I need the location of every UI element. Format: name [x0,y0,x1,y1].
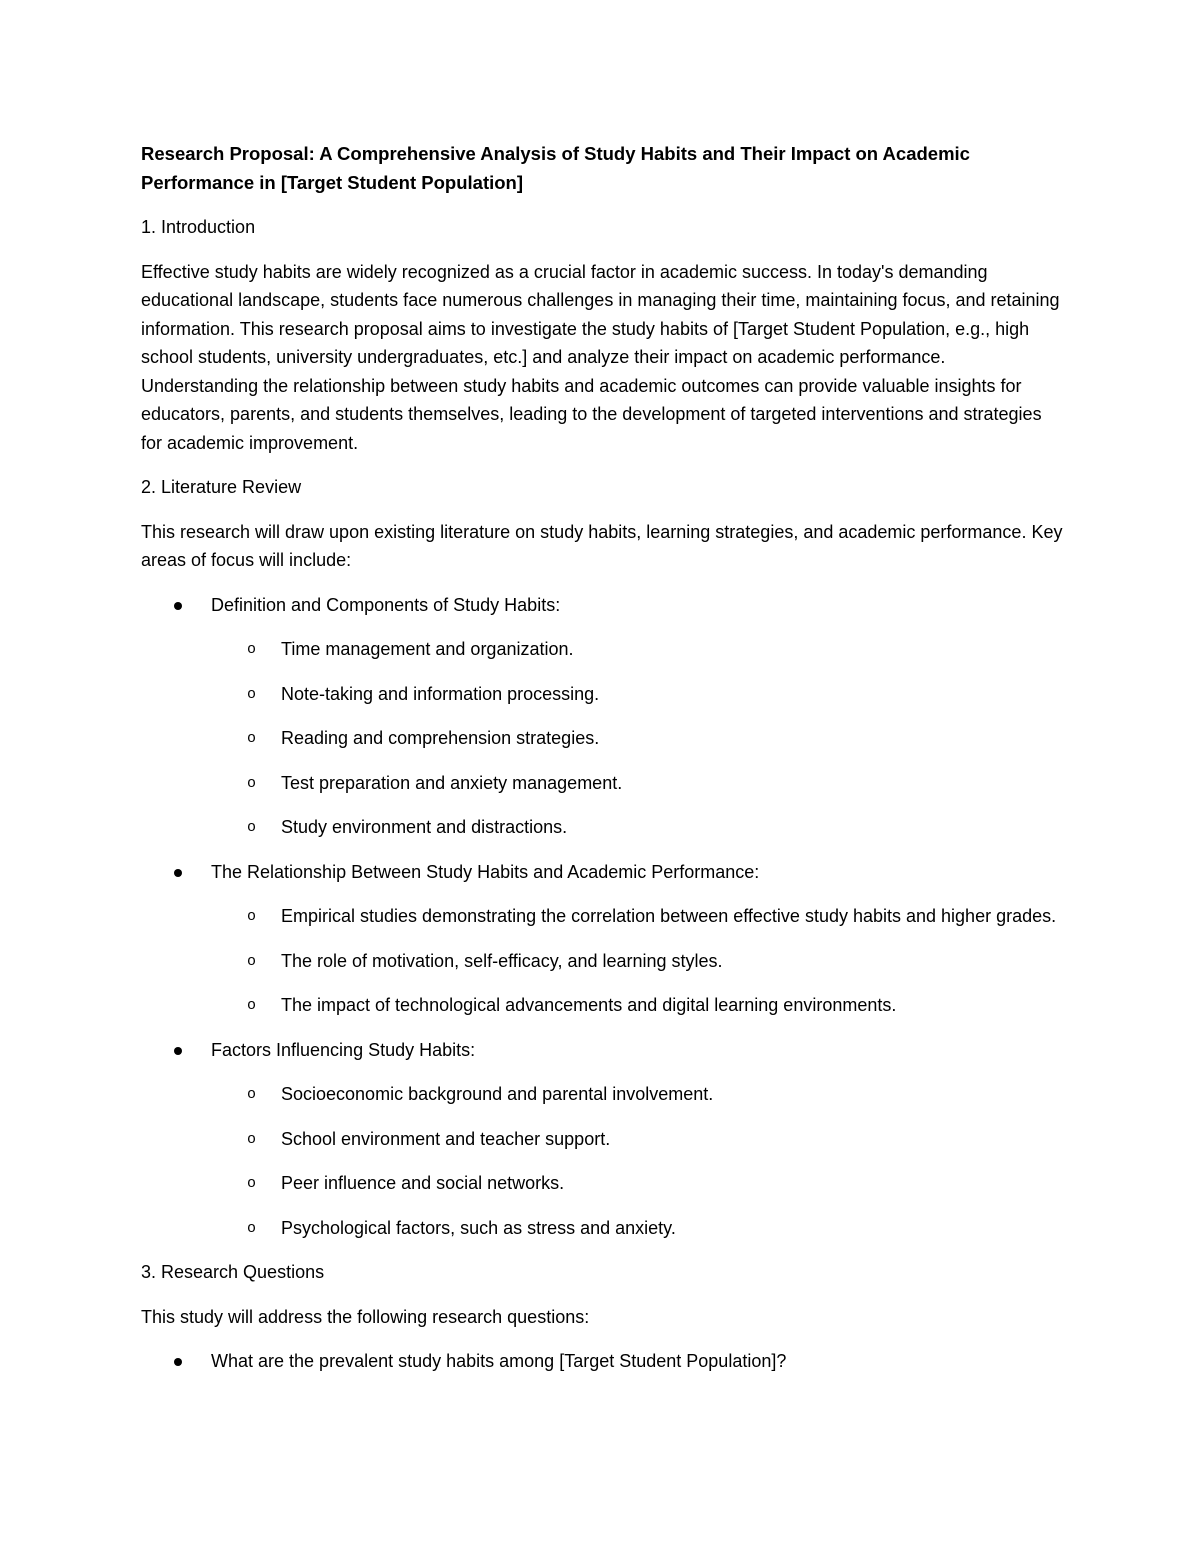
sub-item-text: Empirical studies demonstrating the correlation between effective study habits and higher grades. [281,906,1057,926]
list-item [141,1036,1066,1243]
list-item [211,991,1066,1020]
section-heading-research-questions: 3. Research Questions [141,1262,325,1282]
sub-item-text: Study environment and distractions. [281,817,568,837]
list-item [211,680,1066,709]
list-item [211,813,1066,842]
introduction-paragraph: Effective study habits are widely recognized as a crucial factor in academic success. In today's demanding educational landscape, students face numerous challenges in managing their time, maintaining focus, and retaining information. This research proposal aims to investigate the study habits of [Target Student Population, e.g., high school students, university undergraduates, etc.] and analyze their impact on academic performance. Understanding the relationship between study habits and academic outcomes can provide valuable insights for educators, parents, and students themselves, leading to the development of targeted interventions and strategies for academic improvement. [141,261,1060,453]
sub-item-text: The impact of technological advancements and digital learning environments. [281,995,897,1015]
list-item [211,1080,1066,1109]
sub-item-text: Time management and organization. [281,639,574,659]
research-questions-paragraph: This study will address the following research questions: [141,1306,590,1327]
document-title: Research Proposal: A Comprehensive Analysis of Study Habits and Their Impact on Academic Performance in [Target Student Population] [141,143,970,193]
sub-item-text: Reading and comprehension strategies. [281,728,600,748]
sub-list [211,902,1066,1020]
sub-list [211,1080,1066,1242]
list-item [211,724,1066,753]
list-item [211,635,1066,664]
topic-label: Factors Influencing Study Habits: [211,1039,476,1060]
list-item [211,769,1066,798]
sub-bullet-icon: o [247,908,257,925]
sub-item-text: The role of motivation, self-efficacy, and learning styles. [281,950,723,971]
sub-bullet-icon: o [247,1219,257,1237]
sub-bullet-icon: o [247,685,257,703]
bullet-icon [174,1047,182,1055]
bullet-icon [174,869,182,877]
bullet-icon [174,602,182,610]
literature-topic-list [141,591,1066,1243]
sub-bullet-icon: o [247,730,257,747]
list-item [211,1214,1066,1243]
sub-bullet-icon: o [247,1130,257,1148]
sub-item-text: Note-taking and information processing. [281,683,600,704]
sub-bullet-icon: o [247,1175,257,1192]
sub-item-text: Test preparation and anxiety management. [281,772,623,793]
question-text: What are the prevalent study habits among [Target Student Population]? [211,1351,787,1371]
sub-bullet-icon: o [247,819,257,836]
list-item [211,1125,1066,1154]
list-item [211,947,1066,976]
sub-list [211,635,1066,842]
bullet-icon [174,1358,182,1366]
document-page [141,140,1066,1392]
list-item [141,1347,1066,1376]
section-heading-introduction: 1. Introduction [141,217,256,237]
research-questions-list [141,1347,1066,1376]
sub-bullet-icon: o [247,997,257,1014]
topic-label: The Relationship Between Study Habits and Academic Performance: [211,861,760,882]
sub-bullet-icon: o [247,1086,257,1103]
topic-label: Definition and Components of Study Habits: [211,594,561,615]
sub-item-text: School environment and teacher support. [281,1128,611,1149]
sub-bullet-icon: o [247,774,257,792]
list-item [141,591,1066,842]
list-item [211,902,1066,931]
list-item [211,1169,1066,1198]
sub-bullet-icon: o [247,952,257,970]
sub-item-text: Peer influence and social networks. [281,1173,565,1193]
sub-item-text: Psychological factors, such as stress and anxiety. [281,1217,676,1238]
list-item [141,858,1066,1020]
literature-review-paragraph: This research will draw upon existing literature on study habits, learning strategies, and academic performance. Key areas of focus will include: [141,521,1063,570]
sub-bullet-icon: o [247,641,257,658]
sub-item-text: Socioeconomic background and parental involvement. [281,1084,714,1104]
section-heading-literature-review: 2. Literature Review [141,477,302,497]
